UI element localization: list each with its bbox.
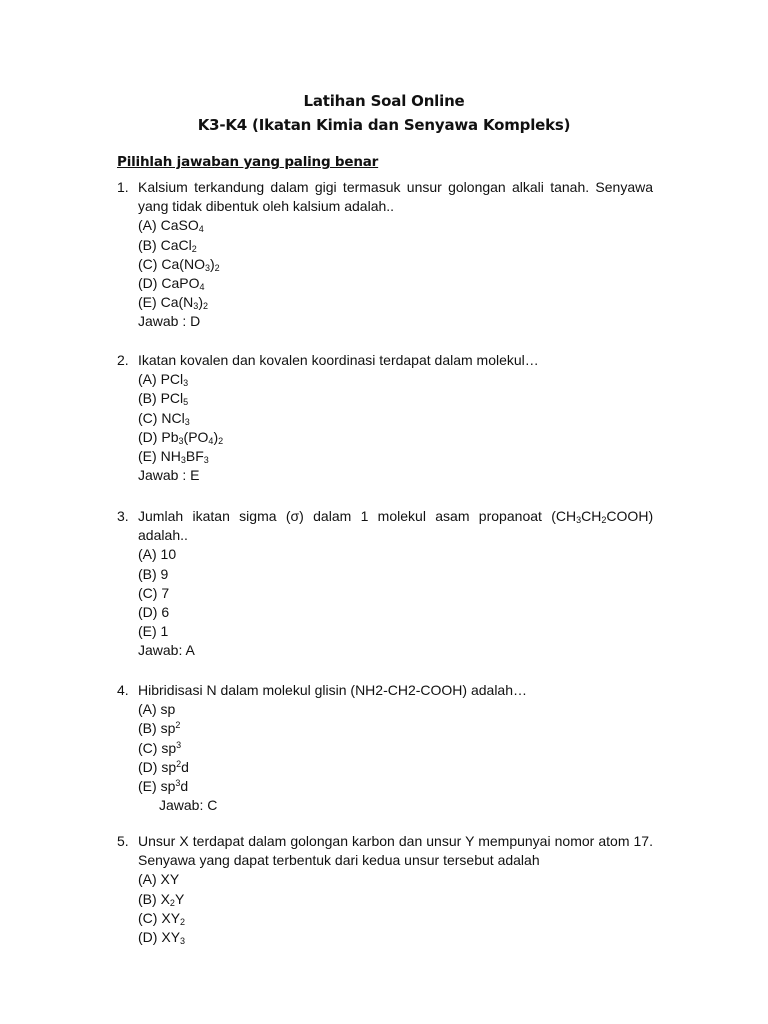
question-number: 5. (117, 833, 129, 849)
option-e: (E) $NH_3BF_3$ (138, 447, 209, 465)
question-text: Kalsium terkandung dalam gigi termasuk unsur golongan alkali tanah. Senyawa yang tidak dibentuk oleh kalsium adalah.. (138, 179, 653, 215)
option-b: (B) 9 (138, 565, 169, 582)
document-title: Latihan Soal Online (303, 92, 465, 110)
answer: Jawab: A (138, 642, 195, 659)
question-number: 2. (117, 352, 129, 368)
question-5 (117, 832, 653, 947)
option-a: (A) CaSO$_4$ (138, 217, 204, 235)
question-4 (117, 681, 653, 815)
question-text: Hibridisasi N dalam molekul glisin (NH2-CH2-COOH) adalah… (138, 682, 527, 698)
option-d: (D) $XY_3$ (138, 928, 186, 946)
instruction-heading: Pilihlah jawaban yang paling benar (117, 154, 379, 170)
option-c: (C) $XY_2$ (138, 909, 186, 927)
question-number: 1. (117, 179, 129, 195)
question-text: Unsur X terdapat dalam golongan karbon dan unsur Y mempunyai nomor atom 17. Senyawa yang dapat terbentuk dari kedua unsur tersebut adalah (138, 833, 653, 869)
option-c: (C) $sp^3$ (138, 739, 182, 756)
option-a: (A) PCl$_3$ (138, 371, 189, 389)
option-c: (C) 7 (138, 584, 170, 601)
question-1 (117, 178, 653, 332)
option-d: (D) $Pb_3(PO_4)_2$ (138, 428, 224, 446)
question-text: Ikatan kovalen dan kovalen koordinasi terdapat dalam molekul… (138, 352, 539, 368)
answer: Jawab: C (159, 797, 218, 814)
option-b: (B) CaCl$_2$ (138, 236, 197, 254)
option-c: (C) $Ca(NO_3)_2$ (138, 255, 220, 273)
option-b: (B) $sp^2$ (138, 720, 181, 737)
option-e: (E) 1 (138, 623, 169, 640)
answer: Jawab : E (138, 467, 200, 484)
question-3 (117, 507, 653, 661)
option-a: (A) 10 (138, 546, 177, 563)
option-a: (A) XY (138, 871, 180, 888)
option-e: (E) $sp^3d$ (138, 777, 189, 794)
question-2 (117, 351, 653, 485)
option-d: (D) CaPO$_4$ (138, 274, 205, 292)
document-subtitle: K3-K4 (Ikatan Kimia dan Senyawa Kompleks) (197, 116, 571, 134)
question-text: Jumlah ikatan sigma (σ) dalam 1 molekul asam propanoat $(CH_3CH_2COOH)$ adalah.. (138, 508, 654, 544)
option-b: (B) PCl$_5$ (138, 390, 189, 408)
question-number: 4. (117, 682, 129, 698)
option-c: (C) NCl$_3$ (138, 409, 190, 427)
question-number: 3. (117, 508, 129, 524)
option-a: (A) sp (138, 701, 176, 718)
option-e: (E) $Ca(N_3)_2$ (138, 294, 208, 312)
option-b: (B) $X_2Y$ (138, 890, 185, 908)
option-d: (D) $sp^2d$ (138, 758, 189, 775)
option-d: (D) 6 (138, 603, 170, 620)
answer: Jawab : D (138, 313, 201, 330)
